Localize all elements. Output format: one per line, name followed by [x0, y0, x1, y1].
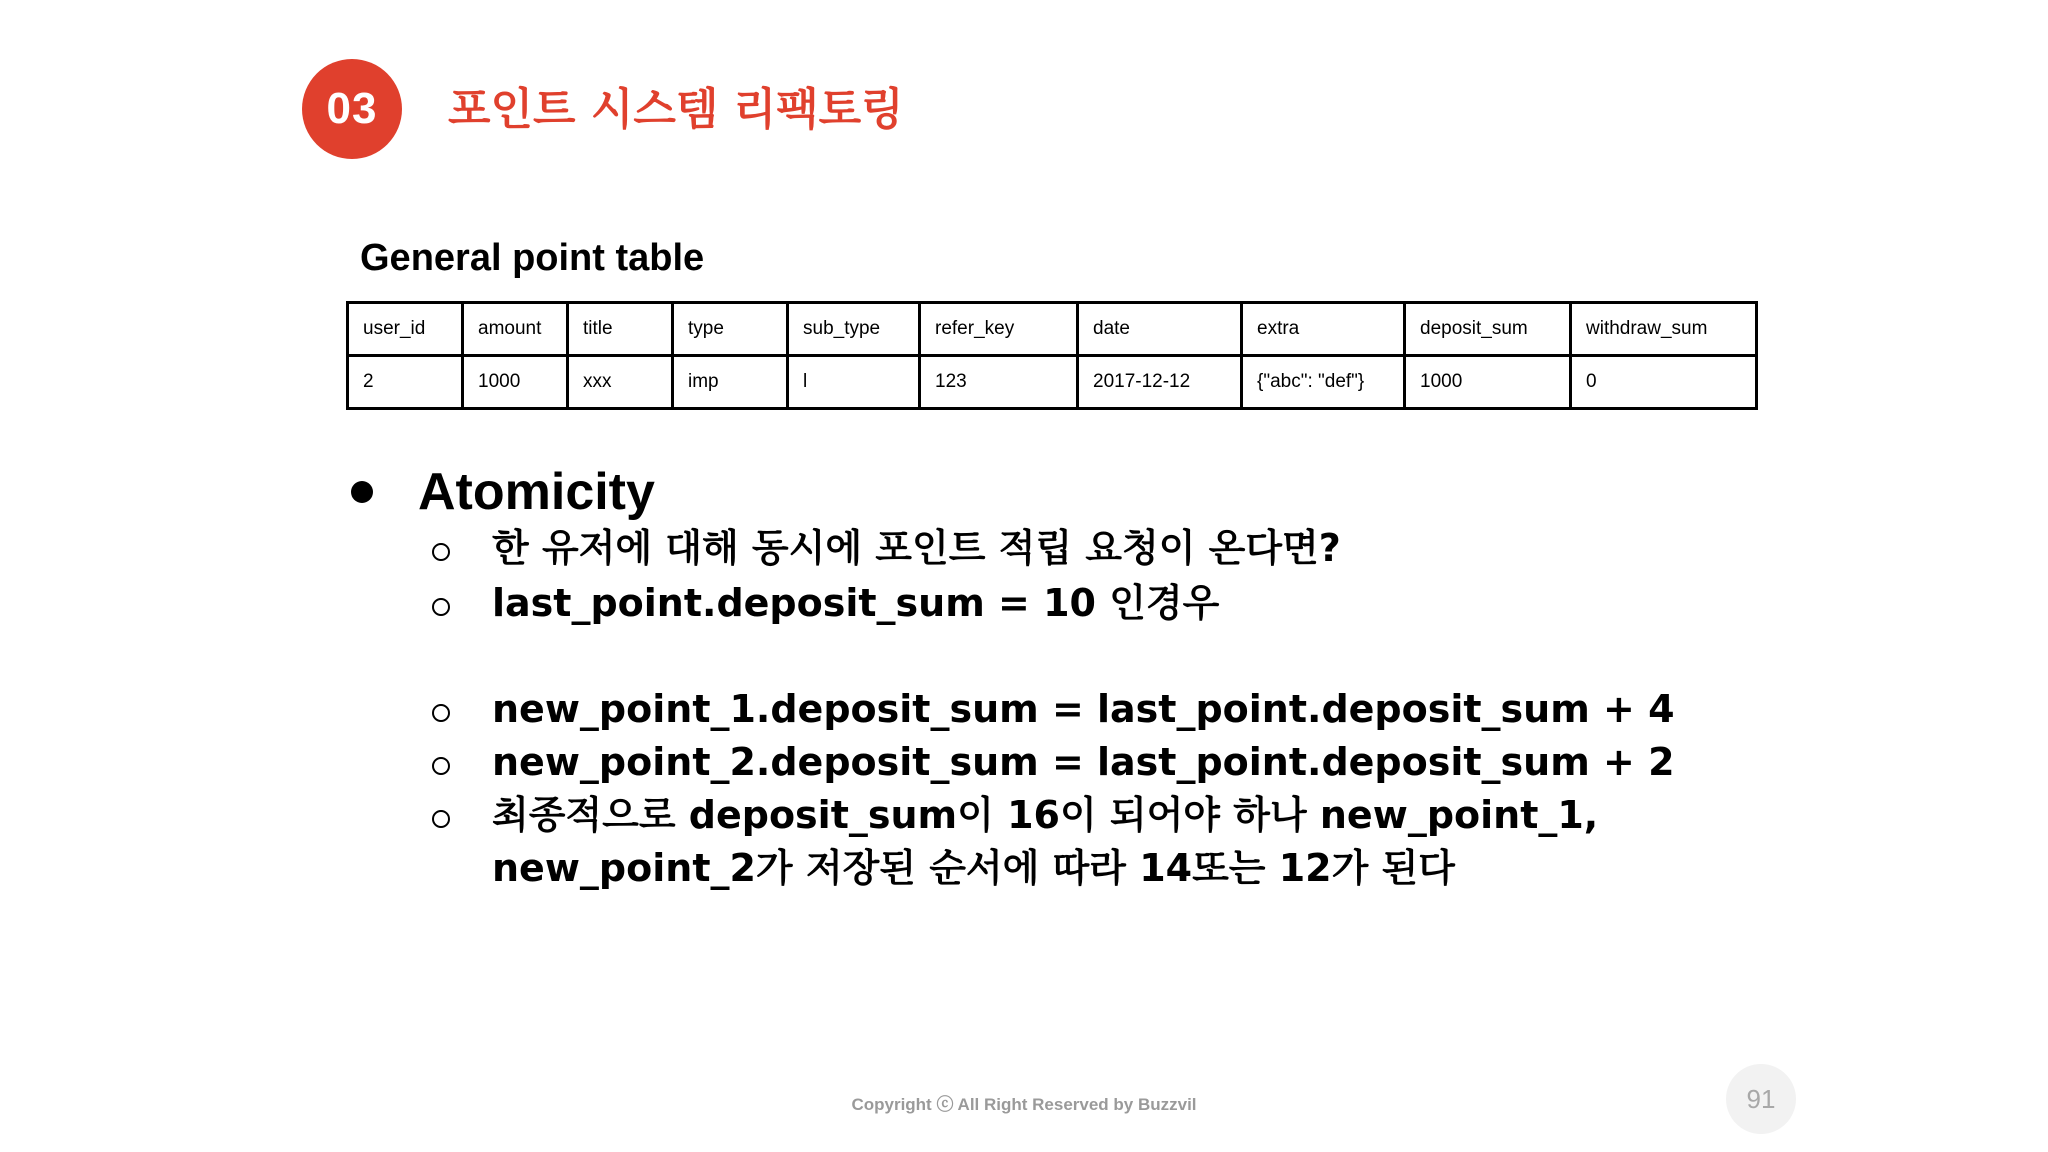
header-cell: withdraw_sum — [1571, 303, 1757, 356]
sub-bullet-item — [432, 683, 1675, 736]
sub-bullet-item — [432, 789, 1598, 895]
bullet-circle-icon — [432, 598, 450, 616]
bullet-circle-icon — [432, 704, 450, 722]
header-cell: deposit_sum — [1405, 303, 1571, 356]
header-cell: type — [673, 303, 788, 356]
bullet-dot-icon — [351, 481, 373, 503]
table-header-row — [348, 303, 1757, 356]
header-cell: extra — [1242, 303, 1405, 356]
table-cell: 1000 — [1405, 356, 1571, 409]
page-number: 91 — [1726, 1064, 1796, 1134]
table-cell: xxx — [568, 356, 673, 409]
sub-bullet-text: new_point_1.deposit_sum = last_point.deposit_sum + 4 — [492, 687, 1675, 731]
header-cell: date — [1078, 303, 1242, 356]
bullet-circle-icon — [432, 757, 450, 775]
main-bullet-text: Atomicity — [418, 463, 655, 521]
table-title: General point table — [360, 237, 705, 279]
header-cell: title — [568, 303, 673, 356]
sub-bullet-item — [432, 577, 1219, 630]
table-cell: 2017-12-12 — [1078, 356, 1242, 409]
header-cell: sub_type — [788, 303, 920, 356]
bullet-circle-icon — [432, 810, 450, 828]
sub-bullet-text: last_point.deposit_sum = 10 인경우 — [492, 581, 1220, 625]
header-cell: amount — [463, 303, 568, 356]
sub-bullet-item — [432, 736, 1675, 789]
main-bullet — [346, 462, 655, 522]
sub-bullet-text: 한 유저에 대해 동시에 포인트 적립 요청이 온다면? — [492, 526, 1341, 570]
bullet-circle-icon — [432, 543, 450, 561]
sub-bullet-item — [432, 522, 1341, 575]
header-cell: refer_key — [920, 303, 1078, 356]
table-row — [348, 356, 1757, 409]
table-cell: 123 — [920, 356, 1078, 409]
table-cell: l — [788, 356, 920, 409]
table-cell: 0 — [1571, 356, 1757, 409]
header-cell: user_id — [348, 303, 463, 356]
copyright-footer: Copyright ⓒ All Right Reserved by Buzzvil — [851, 1095, 1197, 1114]
sub-bullet-text: 최종적으로 deposit_sum이 16이 되어야 하나 new_point_1, new_point_2가 저장된 순서에 따라 14또는 12가 된다 — [492, 793, 1599, 890]
section-title: 포인트 시스템 리팩토링 — [448, 84, 904, 135]
table-cell: 1000 — [463, 356, 568, 409]
table-cell: imp — [673, 356, 788, 409]
table-cell: {"abc": "def"} — [1242, 356, 1405, 409]
section-number-badge: 03 — [302, 59, 402, 159]
point-table — [346, 301, 1758, 410]
sub-bullet-text: new_point_2.deposit_sum = last_point.deposit_sum + 2 — [492, 740, 1675, 784]
table-cell: 2 — [348, 356, 463, 409]
